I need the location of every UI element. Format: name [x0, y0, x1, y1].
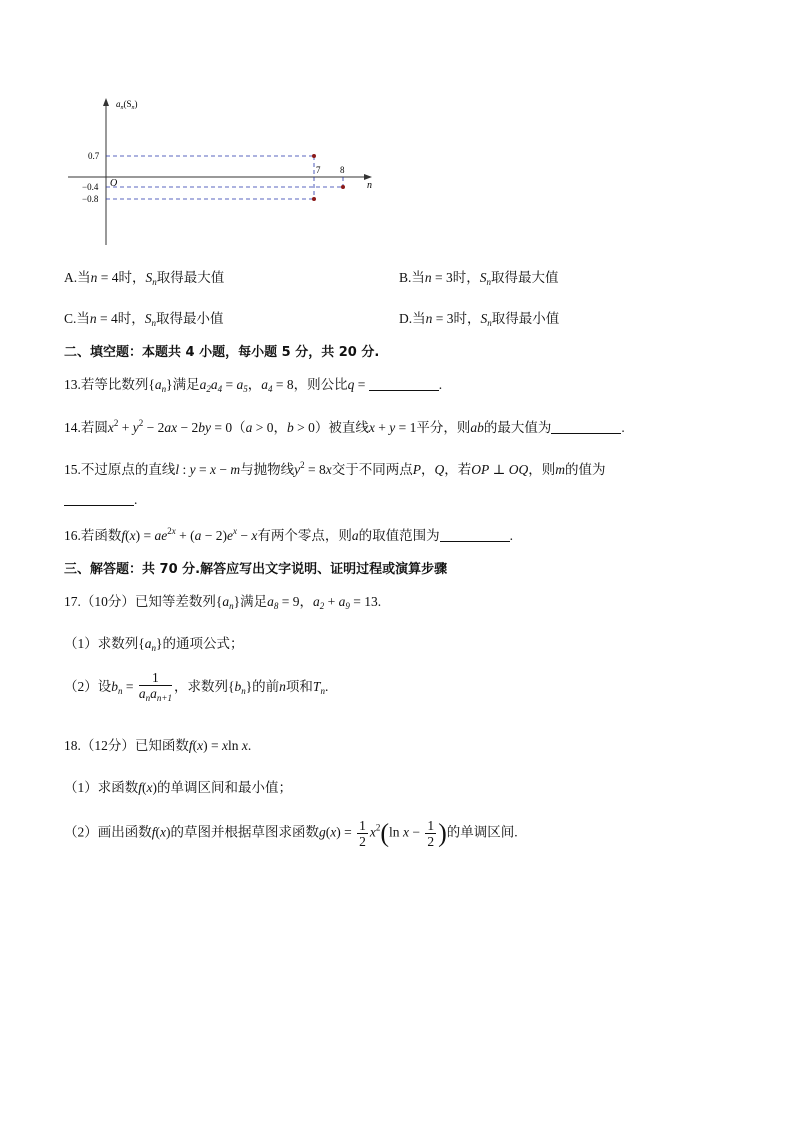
- question-15: 15.不过原点的直线l : y = x − m与抛物线$y^2 = 8x$交于不同两点P，Q，若OP ⊥ OQ，则m的值为: [64, 460, 606, 477]
- question-13: 13.若等比数列$\{a_n\}$满足$a_2a_4 = a_5$，$a_4 = 8$，则公比q = .: [64, 377, 443, 394]
- tick-x-8: 8: [340, 165, 345, 175]
- tick-y-neg1: −0.4: [82, 182, 99, 192]
- tick-x-7: 7: [316, 165, 321, 175]
- y-axis-label: $a_n(S_n)$: [116, 99, 138, 111]
- question-17-part-1: （1）求数列$\{a_n\}$的通项公式；: [64, 636, 244, 653]
- point-8-neg0.4: [341, 185, 345, 189]
- origin-label: O: [110, 178, 118, 189]
- option-d: D.当n = 3时，$S_n$取得最小值: [399, 311, 560, 328]
- tick-y-pos: 0.7: [88, 151, 100, 161]
- answer-blank-14[interactable]: [551, 421, 621, 434]
- option-a: A.当n = 4时，$S_n$取得最大值: [64, 270, 225, 287]
- answer-blank-16[interactable]: [440, 529, 510, 542]
- x-axis-label: n: [367, 180, 372, 191]
- tick-y-neg2: −0.8: [82, 194, 99, 204]
- option-c: C.当n = 4时，$S_n$取得最小值: [64, 311, 224, 328]
- section-2-heading: 二、填空题：本题共 4 小题，每小题 5 分，共 20 分.: [64, 345, 380, 360]
- question-18: 18.（12分）已知函数f(x) = xln x.: [64, 738, 252, 753]
- sequence-graph: [60, 90, 390, 250]
- question-18-part-2: （2）画出函数f(x)的草图并根据草图求函数g(x) = $\frac{1}{2}$ $x^2(\ln$ x − $\frac{1}{2}$ )的单调区间.: [64, 818, 518, 849]
- question-17: 17.（10分）已知等差数列$\{a_n\}$满足$a_8 = 9$，$a_2 + a_9 = 13$.: [64, 594, 382, 611]
- answer-blank-15[interactable]: [64, 493, 134, 506]
- question-17-part-2: （2）设$b_n$ = $\frac{1}{a_na_{n+1}}$ ，求数列$\{b_n\}$的前n项和$T_n$.: [64, 670, 329, 703]
- question-16: 16.若函数$f(x) = ae^{2x} + (a - 2)e^x - x$有两个零点，则a的取值范围为 .: [64, 526, 513, 543]
- point-7-neg0.8: [312, 197, 316, 201]
- point-7-0.7: [312, 154, 316, 158]
- section-3-heading: 三、解答题：共 70 分.解答应写出文字说明、证明过程或演算步骤: [64, 562, 448, 577]
- question-14: 14.若圆$x^2 + y^2 - 2ax - 2by = 0(a > 0$，b > 0）被直线x + y = 1平分，则ab的最大值为 .: [64, 418, 625, 435]
- question-15-line2: .: [64, 492, 137, 508]
- answer-blank-13[interactable]: [369, 378, 439, 391]
- y-axis-arrow: [103, 98, 109, 106]
- question-18-part-1: （1）求函数f(x)的单调区间和最小值；: [64, 780, 293, 795]
- option-b: B.当n = 3时，$S_n$取得最大值: [399, 270, 559, 287]
